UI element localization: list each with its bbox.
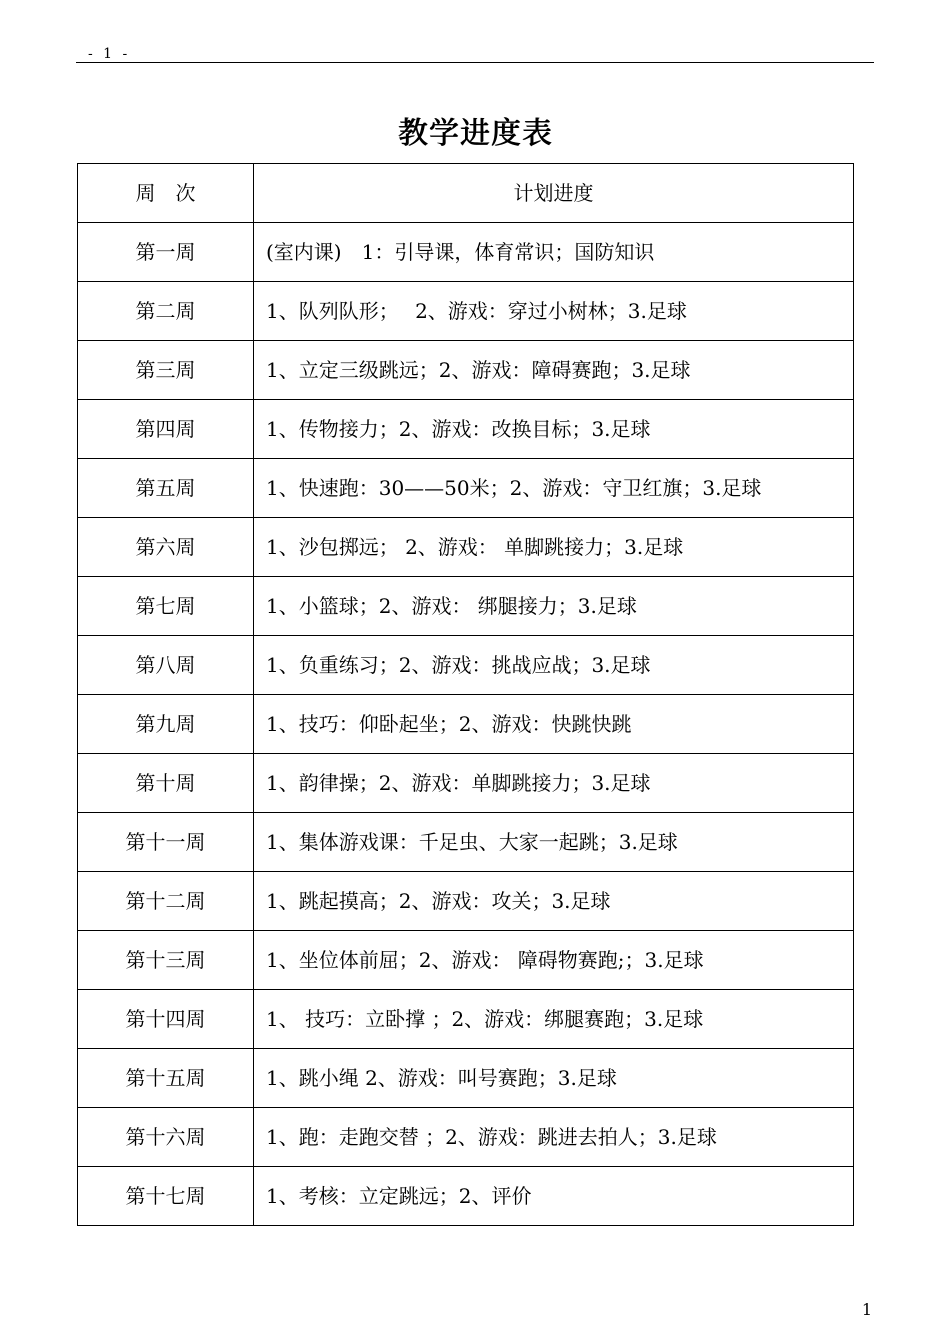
table-row	[78, 813, 854, 872]
table-row	[78, 223, 854, 282]
plan-cell: 1、小篮球；2、游戏： 绑腿接力；3.足球	[254, 577, 854, 636]
week-cell: 第八周	[78, 636, 254, 695]
week-cell: 第十五周	[78, 1049, 254, 1108]
plan-cell: 1、考核：立定跳远；2、评价	[254, 1167, 854, 1226]
plan-cell: 1、 技巧：立卧撑 ；2、游戏：绑腿赛跑；3.足球	[254, 990, 854, 1049]
week-cell: 第四周	[78, 400, 254, 459]
table-row	[78, 341, 854, 400]
header-page-marker: - 1 -	[88, 46, 131, 62]
plan-cell: 1、跑：走跑交替 ；2、游戏：跳进去拍人；3.足球	[254, 1108, 854, 1167]
plan-cell: 1、队列队形； 2、游戏：穿过小树林；3.足球	[254, 282, 854, 341]
plan-cell: (室内课) 1：引导课，体育常识；国防知识	[254, 223, 854, 282]
week-cell: 第十一周	[78, 813, 254, 872]
week-cell: 第十周	[78, 754, 254, 813]
plan-cell: 1、跳起摸高；2、游戏：攻关；3.足球	[254, 872, 854, 931]
table-row	[78, 577, 854, 636]
table-row	[78, 459, 854, 518]
footer-page-number: 1	[861, 1300, 872, 1319]
plan-cell: 1、立定三级跳远；2、游戏：障碍赛跑；3.足球	[254, 341, 854, 400]
week-cell: 第五周	[78, 459, 254, 518]
document-title: 教学进度表	[397, 116, 553, 151]
week-cell: 第十二周	[78, 872, 254, 931]
column-header-plan: 计划进度	[254, 164, 854, 223]
plan-cell: 1、集体游戏课：千足虫、大家一起跳；3.足球	[254, 813, 854, 872]
table-row	[78, 1049, 854, 1108]
week-cell: 第十三周	[78, 931, 254, 990]
week-cell: 第十六周	[78, 1108, 254, 1167]
table-row	[78, 282, 854, 341]
plan-cell: 1、坐位体前屈；2、游戏： 障碍物赛跑;；3.足球	[254, 931, 854, 990]
table-row	[78, 518, 854, 577]
header-rule	[76, 62, 874, 63]
plan-cell: 1、负重练习；2、游戏：挑战应战；3.足球	[254, 636, 854, 695]
table-row	[78, 400, 854, 459]
plan-cell: 1、技巧：仰卧起坐；2、游戏：快跳快跳	[254, 695, 854, 754]
table-row	[78, 695, 854, 754]
week-cell: 第六周	[78, 518, 254, 577]
plan-cell: 1、传物接力；2、游戏：改换目标；3.足球	[254, 400, 854, 459]
plan-cell: 1、快速跑：30——50米；2、游戏：守卫红旗；3.足球	[254, 459, 854, 518]
week-cell: 第三周	[78, 341, 254, 400]
plan-cell: 1、沙包掷远； 2、游戏： 单脚跳接力；3.足球	[254, 518, 854, 577]
week-cell: 第十四周	[78, 990, 254, 1049]
column-header-week: 周 次	[78, 164, 254, 223]
week-cell: 第九周	[78, 695, 254, 754]
week-cell: 第二周	[78, 282, 254, 341]
week-cell: 第七周	[78, 577, 254, 636]
week-cell: 第一周	[78, 223, 254, 282]
plan-cell: 1、韵律操；2、游戏：单脚跳接力；3.足球	[254, 754, 854, 813]
table-row	[78, 872, 854, 931]
table-row	[78, 636, 854, 695]
plan-cell: 1、跳小绳 2、游戏：叫号赛跑；3.足球	[254, 1049, 854, 1108]
table-row	[78, 754, 854, 813]
table-row	[78, 931, 854, 990]
teaching-schedule-table	[77, 163, 854, 1226]
table-row	[78, 1167, 854, 1226]
table-row	[78, 990, 854, 1049]
table-row	[78, 1108, 854, 1167]
table-header-row	[78, 164, 854, 223]
week-cell: 第十七周	[78, 1167, 254, 1226]
